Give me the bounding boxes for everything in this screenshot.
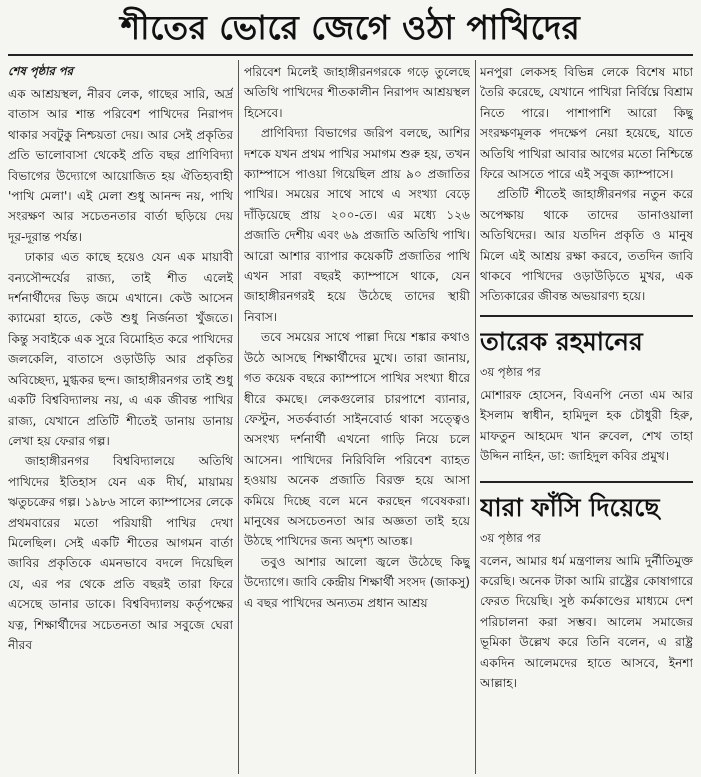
- paragraph: ঢাকার এত কাছে হয়েও যেন এক মায়াবী বন্যসৌন্দর্যের রাজ্য, তাই শীত এলেই দর্শনার্থীদের ভিড় জমে এখানে। কেউ আসেন ক্যামেরা হাতে, কেউ শুধু নির্জনতা খুঁজতে। কিন্তু সবাইকে এক সুরে বিমোহিত করে পাখিদের জলকেলি, বাতাসে ওড়াউড়ি আর প্রকৃতির অবিচ্ছেদ্য, মুগ্ধকর ছন্দ। জাহাঙ্গীরনগর তাই শুধু একটি বিশ্ববিদ্যালয় নয়, এ এক জীবন্ত পাখির রাজ্য, যেখানে প্রতিটি শীতেই ডানায় ডানায় লেখা হয় ফেরার গল্প।: [8, 250, 233, 448]
- paragraph: প্রতিটি শীতেই জাহাঙ্গীরনগর নতুন করে অপেক্ষায় থাকে তাদের ডানাওয়ালা অতিথিদের। আর যতদিন প্রকৃতি ও মানুষ মিলে এই আশ্রয় রক্ষা করবে, ততদিন জাবি থাকবে পাখিদের ওড়াউড়িতে মুখর, এক সত্যিকারের জীবন্ত অভয়ারণ্য হয়ে।: [480, 187, 693, 304]
- article3-headline: যারা ফাঁসি দিয়েছে: [480, 481, 693, 525]
- paragraph: জাহাঙ্গীরনগর বিশ্ববিদ্যালয়ে অতিথি পাখিদের ইতিহাস যেন এক দীর্ঘ, মায়াময় ঋতুচক্রের গল্প। ১৯৮৬ সালে ক্যাম্পাসের লেকে প্রথমবারের মতো পরিযায়ী পাখির দেখা মিলেছিল। সেই একটি শীতের আগমন বার্তা জাবির প্রকৃতিকে এমনভাবে বদলে দিয়েছিল যে, এর পর থেকে প্রতি বছরই তারা ফিরে এসেছে ডানার ডাকে। বিশ্ববিদ্যালয় কর্তৃপক্ষের যত্ন, শিক্ষার্থীদের সচেতনতা আর সবুজে ঘেরা নীরব: [8, 454, 233, 652]
- article2-headline: তারেক রহমানের: [480, 315, 693, 359]
- column-divider: [475, 60, 476, 774]
- article-column-2: [244, 62, 470, 774]
- article-column-1: [8, 62, 233, 774]
- headline-rule: [8, 54, 693, 56]
- article-column-3: [480, 62, 693, 774]
- paragraph: পরিবেশ মিলেই জাহাঙ্গীরনগরকে গড়ে তুলেছে অতিথি পাখিদের শীতকালীন নিরাপদ আশ্রয়স্থল হিসেবে।: [244, 65, 470, 120]
- paragraph: তবে সময়ের সাথে পাল্লা দিয়ে শঙ্কার কথাও উঠে আসছে শিক্ষার্থীদের মুখে। তারা জানায়, গত কয়েক বছরে ক্যাম্পাসে পাখির সংখ্যা ধীরে ধীরে কমছে। লেকগুলোর চারপাশে ব্যানার, ফেস্টুন, সতর্কবার্তা সাইনবোর্ড থাকা সত্ত্বেও অসংখ্য দর্শনার্থী এখনো গাড়ি নিয়ে চলে আসেন। পাখিদের নিরিবিলি পরিবেশ ব্যাহত হওয়ায় অনেক প্রজাতি বিরক্ত হয়ে আসা কমিয়ে দিচ্ছে বলে মনে করছেন গবেষকরা। মানুষের অসচেতনতা আর অজ্ঞতা তাই হয়ে উঠছে পাখিদের জন্য অদৃশ্য আতঙ্ক।: [244, 330, 470, 549]
- article2-continued-from: ৩য় পৃষ্ঠার পর: [480, 364, 541, 379]
- paragraph: মনপুরা লেকসহ বিভিন্ন লেকে বিশেষ মাচা তৈরি করেছে, যেখানে পাখিরা নির্বিঘ্নে বিশ্রাম নিতে পারে। পাশাপাশি আরো কিছু সংরক্ষণমূলক পদক্ষেপ নেয়া হয়েছে, যাতে অতিথি পাখিরা আবার আগের মতো নিশ্চিন্তে ফিরে আসতে পারে এই সবুজ ক্যাম্পাসে।: [480, 65, 693, 182]
- paragraph: মোশারফ হোসেন, বিএনপি নেতা এম আর ইসলাম স্বাধীন, হামিদুল হক চৌধুরী হিরু, মাফতুন আহমেদ খান রুবেল, শেখ তাহা উদ্দিন নাহিন, ডা: জাহিদুল কবির প্রমুখ।: [480, 387, 693, 464]
- paragraph: বলেন, আমার ধর্ম মন্ত্রণালয় আমি দুর্নীতিমুক্ত করেছি। অনেক টাকা আমি রাষ্ট্রের কোষাগারে ফেরত দিয়েছি। সুষ্ঠ কর্মকাণ্ডের মাধ্যমে দেশ পরিচালনা করা সম্ভব। আলেম সমাজের ভূমিকা উল্লেখ করে তিনি বলেন, এ রাষ্ট্র একদিন আলেমদের হাতে আসবে, ইনশা আল্লাহ।: [480, 553, 693, 690]
- main-headline: শীতের ভোরে জেগে ওঠা পাখিদের: [120, 8, 581, 47]
- paragraph: প্রাণিবিদ্যা বিভাগের জরিপ বলছে, আশির দশকে যখন প্রথম পাখির সমাগম শুরু হয়, তখন ক্যাম্পাসে পাওয়া গিয়েছিল প্রায় ৯০ প্রজাতির পাখির। সময়ের সাথে সাথে এ সংখ্যা বেড়ে দাঁড়িয়েছে প্রায় ২০০-তে। এর মধ্যে ১২৬ প্রজাতি দেশীয় এবং ৬৯ প্রজাতি অতিথি পাখি। আরো আশার ব্যাপার কয়েকটি প্রজাতির পাখি এখন সারা বছরই ক্যাম্পাসে থাকে, যেন জাহাঙ্গীরনগরই হয়ে উঠেছে তাদের স্থায়ী নিবাস।: [244, 126, 470, 324]
- paragraph: তবুও আশার আলো জ্বলে উঠেছে কিছু উদ্যোগে। জাবি কেন্দ্রীয় শিক্ষার্থী সংসদ (জাকসু) এ বছর পাখিদের অন্যতম প্রধান আশ্রয়: [244, 554, 470, 610]
- article3-continued-from: ৩য় পৃষ্ঠার পর: [480, 530, 541, 545]
- paragraph: এক আশ্রয়স্থল, নীরব লেক, গাছের সারি, অর্দ্র বাতাস আর শান্ত পরিবেশ পাখিদের নিরাপদ থাকার সবটুকু নিশ্চয়তা দেয়। আর সেই প্রকৃতির প্রতি ভালোবাসা থেকেই প্রতি বছর প্রাণিবিদ্যা বিভাগের উদ্যোগে আয়োজিত হয় ঐতিহ্যবাহী 'পাখি মেলা'। এই মেলা শুধু আনন্দ নয়, পাখি সংরক্ষণ আর সচেতনতার বার্তা ছড়িয়ে দেয় দূর-দূরান্ত পর্যন্ত।: [8, 87, 233, 244]
- continued-from-label: শেষ পৃষ্ঠার পর: [8, 64, 73, 78]
- column-divider: [238, 60, 239, 774]
